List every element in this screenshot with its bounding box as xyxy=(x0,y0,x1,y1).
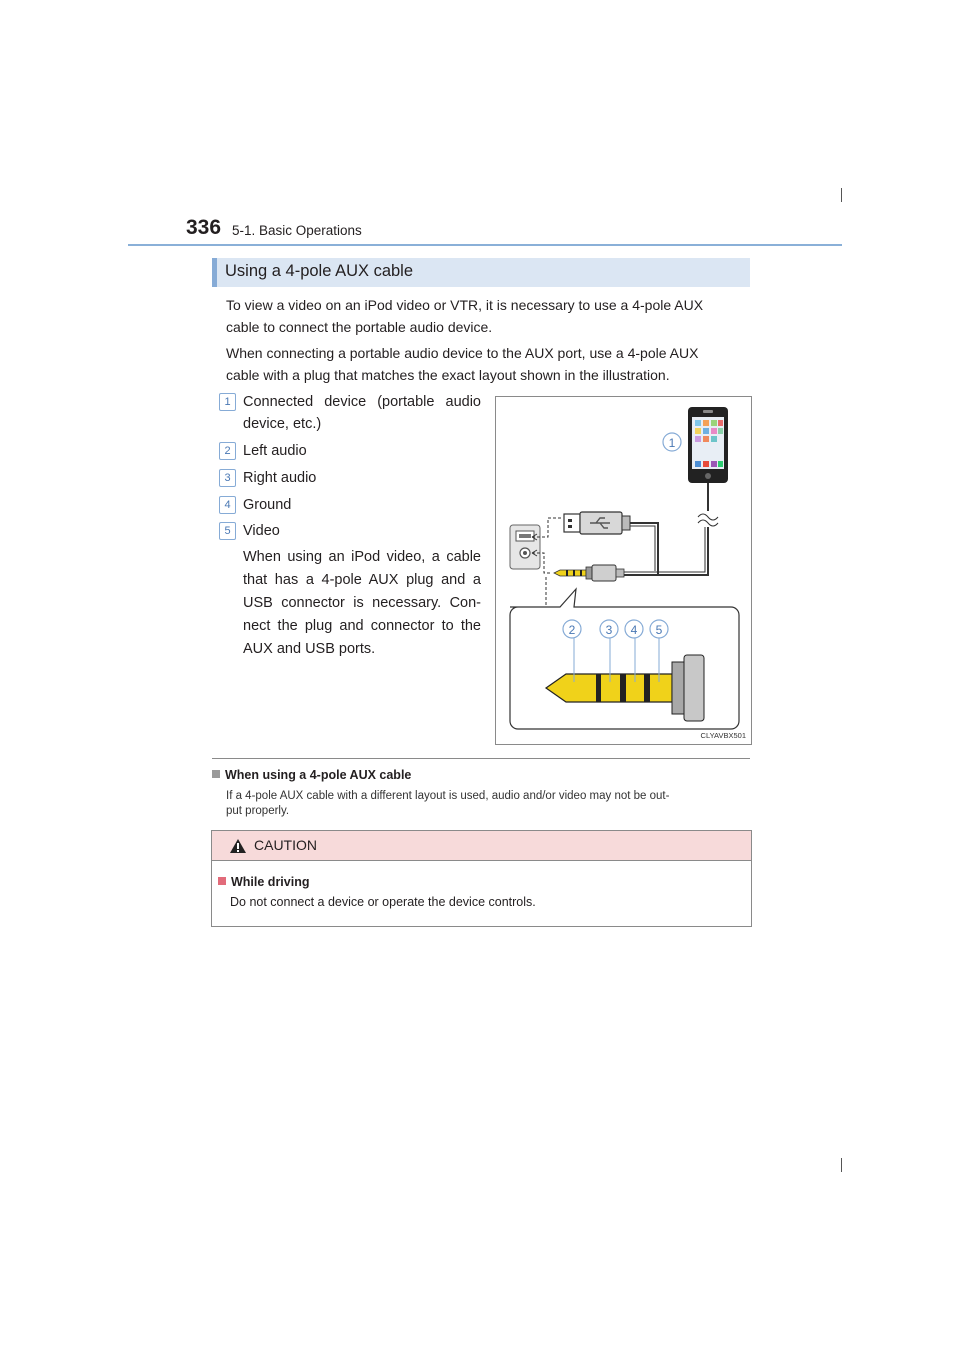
running-head: 5-1. Basic Operations xyxy=(232,223,362,238)
aux-cable-diagram xyxy=(496,397,751,744)
cable xyxy=(624,527,705,572)
item-number-icon: 3 xyxy=(219,469,236,487)
cable xyxy=(630,523,658,574)
item-number-icon: 5 xyxy=(219,522,236,540)
caution-text: Do not connect a device or operate the device controls. xyxy=(230,895,536,909)
item-label-left-audio: Left audio xyxy=(243,443,307,459)
item-label-video: Video xyxy=(243,523,280,539)
callout-4-label: 4 xyxy=(630,623,638,637)
phone-icon xyxy=(688,407,728,483)
video-note xyxy=(243,546,481,661)
intro-line: cable with a plug that matches the exact layout shown in the illustration. xyxy=(226,367,670,383)
caution-header xyxy=(212,831,751,861)
item-label-right-audio: Right audio xyxy=(243,470,317,486)
square-bullet-icon xyxy=(218,877,226,885)
callout-5-label: 5 xyxy=(655,623,663,637)
intro-line: cable to connect the portable audio device. xyxy=(226,319,493,335)
section-title-bar xyxy=(212,258,750,287)
caution-subheading xyxy=(218,875,309,889)
item-number-icon: 1 xyxy=(219,393,236,411)
warning-triangle-icon xyxy=(229,838,247,854)
section-title-accent xyxy=(212,258,217,287)
item-number-icon: 2 xyxy=(219,442,236,460)
caution-subheading-text: While driving xyxy=(231,875,310,889)
video-note-line: USB connector is necessary. Con- xyxy=(243,595,481,611)
aux-cable-illustration xyxy=(495,396,752,745)
header-rule xyxy=(128,244,842,246)
video-note-line: nect the plug and connector to the xyxy=(243,618,481,634)
square-bullet-icon xyxy=(212,770,220,778)
cable xyxy=(624,527,708,575)
intro-line: To view a video on an iPod video or VTR, it is necessary to use a 4-pole AUX xyxy=(226,297,704,313)
item-label-connected-device xyxy=(243,391,481,413)
note-heading xyxy=(212,768,411,782)
note-line: put properly. xyxy=(226,805,290,817)
usb-plug-icon xyxy=(564,512,630,534)
crop-mark-bottom-right xyxy=(841,1158,842,1172)
note-heading-text: When using a 4-pole AUX cable xyxy=(225,768,412,782)
crop-mark-top-right xyxy=(841,188,842,202)
connection-guide xyxy=(546,577,566,607)
cable xyxy=(630,526,655,571)
zoom-callout-panel xyxy=(510,589,739,729)
image-code: CLYAVBX501 xyxy=(700,731,746,740)
section-title: Using a 4-pole AUX cable xyxy=(225,262,414,280)
page-number: 336 xyxy=(186,216,222,239)
intro-paragraph-1 xyxy=(226,294,750,338)
cable-break-icon xyxy=(698,514,718,526)
callout-1-label: 1 xyxy=(668,436,676,450)
intro-paragraph-2 xyxy=(226,342,750,386)
callout-3-label: 3 xyxy=(605,623,613,637)
intro-line: When connecting a portable audio device to the AUX port, use a 4-pole AUX xyxy=(226,345,699,361)
item-label-line: Connected device (portable audio xyxy=(243,394,481,410)
callout-2-label: 2 xyxy=(568,623,576,637)
section-divider xyxy=(212,758,750,759)
aux-usb-port-icon xyxy=(510,525,540,569)
caution-box xyxy=(211,830,752,927)
video-note-line: When using an iPod video, a cable xyxy=(243,549,481,565)
note-line: If a 4-pole AUX cable with a different layout is used, audio and/or video may not be out- xyxy=(226,790,670,802)
item-label-ground: Ground xyxy=(243,497,292,513)
item-label-connected-device-cont: device, etc.) xyxy=(243,416,322,432)
note-body xyxy=(226,789,748,819)
item-number-icon: 4 xyxy=(219,496,236,514)
video-note-line: AUX and USB ports. xyxy=(243,641,376,657)
video-note-line: that has a 4-pole AUX plug and a xyxy=(243,572,481,588)
caution-label: CAUTION xyxy=(254,837,317,853)
aux-plug-icon xyxy=(554,565,624,581)
